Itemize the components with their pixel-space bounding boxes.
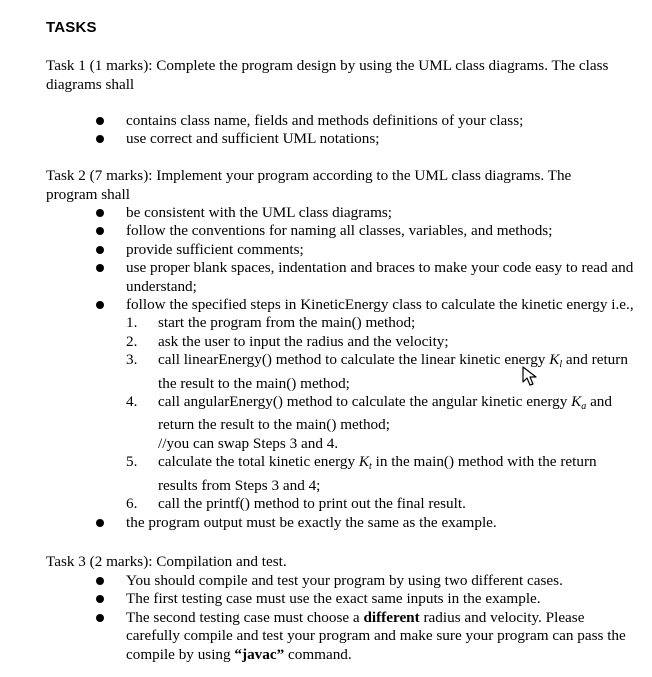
- math-variable: K: [358, 453, 370, 471]
- bullet-icon: [96, 246, 104, 254]
- step-item: [126, 453, 636, 495]
- list-item: [96, 204, 636, 222]
- step-text: and return the result to the main() method;: [158, 351, 628, 392]
- bullet-icon: [96, 519, 104, 527]
- step-item: [126, 393, 636, 453]
- task1-intro: Task 1 (1 marks): Complete the program design by using the UML class diagrams. The class diagrams shall: [46, 57, 609, 93]
- list-item: [96, 112, 626, 130]
- task3-intro: Task 3 (2 marks): Compilation and test.: [46, 553, 287, 570]
- step-text: start the program from the main() method;: [158, 314, 416, 332]
- task2-bullet-text: use proper blank spaces, indentation and braces to make your code easy to read and understand;: [126, 259, 634, 295]
- command-text: javac: [242, 645, 277, 663]
- bullet-icon: [96, 117, 104, 125]
- step-text: in the main() method with the return results from Steps 3 and 4;: [158, 453, 597, 494]
- step-number: 5.: [126, 453, 138, 471]
- math-variable: K: [549, 351, 560, 369]
- task2-bullet-text: provide sufficient comments;: [126, 240, 304, 258]
- bullet-icon: [96, 595, 104, 603]
- task2-intro: Task 2 (7 marks): Implement your program according to the UML class diagrams. The program shall: [46, 167, 572, 203]
- step-item: [126, 333, 636, 351]
- math-subscript: l: [559, 359, 563, 371]
- task2-bullet-text: follow the conventions for naming all classes, variables, and methods;: [126, 222, 553, 240]
- list-item: [96, 130, 626, 148]
- page-title: TASKS: [46, 19, 97, 36]
- steps-list: [126, 314, 636, 513]
- list-item: [96, 259, 636, 296]
- task3-bullet-text: You should compile and test your program by using two different cases.: [126, 572, 563, 589]
- bullet-icon: [96, 577, 104, 585]
- task2-bullet-list: [96, 204, 636, 532]
- math-subscript: a: [581, 401, 587, 413]
- step-item: [126, 495, 636, 513]
- step-text: call linearEnergy() method to calculate the linear kinetic energy: [158, 351, 550, 369]
- bullet-icon: [96, 264, 104, 272]
- step-text: call angularEnergy() method to calculate the angular kinetic energy: [158, 393, 572, 411]
- step-text: ask the user to input the radius and the velocity;: [158, 332, 449, 350]
- step-note: //you can swap Steps 3 and 4.: [158, 434, 339, 452]
- list-item: [96, 572, 636, 590]
- math-variable: K: [571, 393, 582, 411]
- quote-mark: ”: [276, 645, 285, 663]
- task3-bullet-text: radius and velocity. Please carefully compile and test your program and make sure your program can pass the compile by using: [126, 608, 626, 663]
- quote-mark: “: [234, 645, 243, 663]
- task1-bullet-text: contains class name, fields and methods definitions of your class;: [126, 112, 524, 129]
- list-item: [96, 222, 636, 240]
- task2-bullet-text: be consistent with the UML class diagrams;: [126, 204, 393, 221]
- list-item: [96, 296, 636, 513]
- step-text: and return the result to the main() method;: [158, 393, 612, 434]
- emphasis-text: different: [363, 608, 420, 626]
- step-number: 3.: [126, 351, 138, 369]
- task2-bullet-text: follow the specified steps in KineticEnergy class to calculate the kinetic energy i.e.,: [126, 296, 634, 314]
- list-item: [96, 241, 636, 259]
- task3-bullet-text: The first testing case must use the exact same inputs in the example.: [126, 590, 541, 608]
- step-number: 2.: [126, 332, 138, 350]
- bullet-icon: [96, 614, 104, 622]
- step-number: 6.: [126, 495, 138, 513]
- step-number: 4.: [126, 393, 138, 411]
- bullet-icon: [96, 301, 104, 309]
- math-subscript: t: [369, 461, 372, 473]
- step-item: [126, 314, 636, 332]
- step-text: call the printf() method to print out the final result.: [158, 495, 466, 513]
- task1-bullet-text: use correct and sufficient UML notations;: [126, 130, 380, 148]
- task1-bullet-list: [96, 112, 626, 149]
- list-item: [96, 590, 636, 608]
- list-item: [96, 514, 636, 532]
- bullet-icon: [96, 209, 104, 217]
- task3-bullet-list: [96, 572, 636, 664]
- mouse-cursor-icon: [522, 366, 540, 386]
- task2-bullet-text: the program output must be exactly the same as the example.: [126, 513, 497, 531]
- task3-bullet-text: The second testing case must choose a: [126, 608, 364, 626]
- bullet-icon: [96, 227, 104, 235]
- step-text: calculate the total kinetic energy: [158, 453, 359, 471]
- bullet-icon: [96, 135, 104, 143]
- task3-bullet-text: command.: [284, 645, 352, 663]
- step-item: [126, 351, 636, 393]
- list-item: [96, 609, 636, 664]
- step-number: 1.: [126, 314, 138, 332]
